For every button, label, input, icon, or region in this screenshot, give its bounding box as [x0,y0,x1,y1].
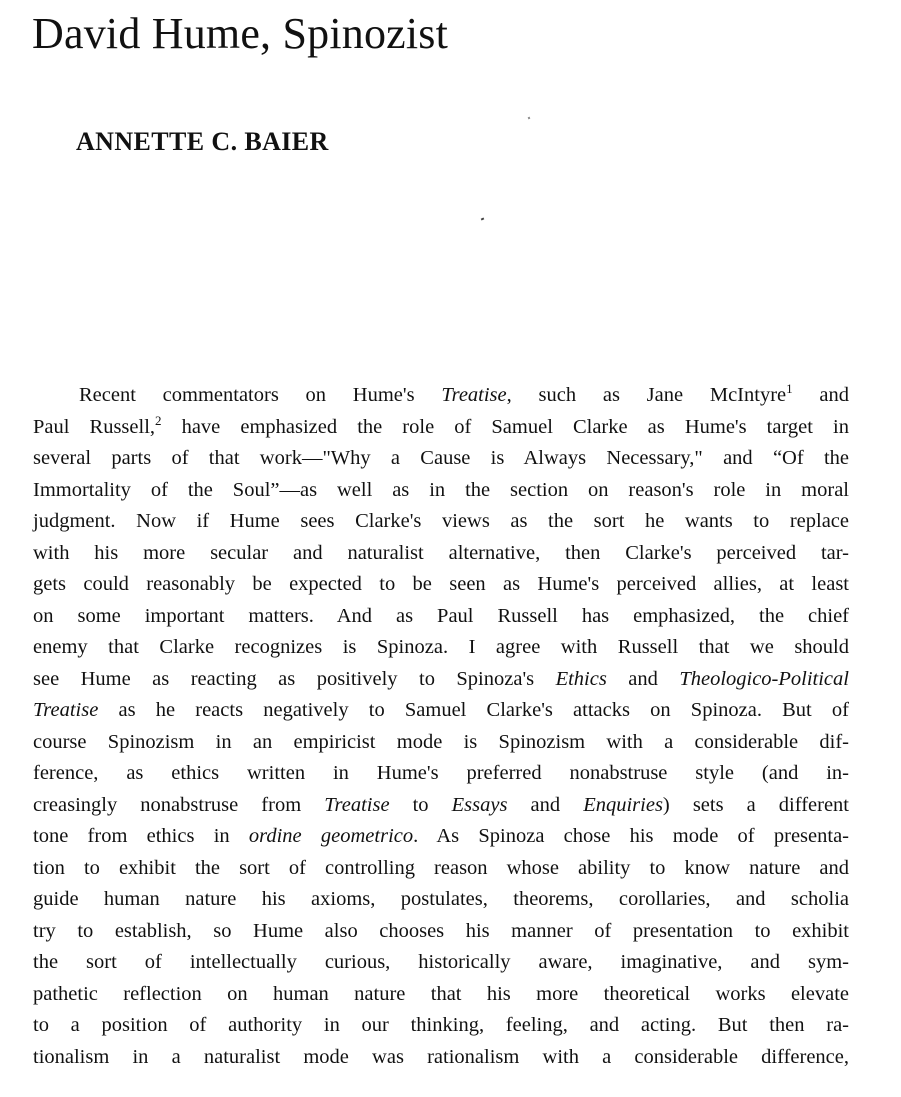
italic-text: Ethics [555,667,607,690]
text-line [33,884,849,916]
text-run: tionalism in a naturalist mode was rationalism with a considerable difference, [33,1045,849,1068]
text-run: . As Spinoza chose his mode of presenta- [413,825,850,847]
text-run: tone from ethics in [33,825,249,847]
text-run: Recent commentators on Hume's [79,384,442,406]
text-line [33,1042,849,1074]
text-line [33,758,849,790]
text-run: pathetic reflection on human nature that his more theoretical works elevate [33,982,849,1005]
text-line [33,853,849,885]
text-run: to a position of authority in our thinking, feeling, and acting. But then ra- [33,1014,849,1036]
text-line [33,632,849,664]
text-run: , such as Jane McIntyre [506,384,787,406]
text-line [33,821,849,853]
text-line [33,727,849,759]
text-line [33,695,849,727]
text-run: enemy that Clarke recognizes is Spinoza. I agree with Russell that we should [33,636,849,658]
text-line [33,916,849,948]
text-line [33,380,849,412]
italic-text: Theologico-Political [679,667,849,690]
text-line [33,506,849,538]
text-line [33,947,849,979]
text-run: to [389,793,452,816]
text-run: see Hume as reacting as positively to Spinoza's [33,667,556,690]
text-run: several parts of that work—"Why a Cause is Always Necessary," and “Of the [33,447,849,469]
text-line [33,538,849,570]
text-run: Paul Russell, [33,415,156,438]
text-line [33,664,849,696]
text-run: creasingly nonabstruse from [33,793,325,816]
text-run: course Spinozism in an empiricist mode is Spinozism with a considerable dif- [33,730,849,753]
text-line [33,790,849,822]
text-line [33,979,849,1011]
text-run: gets could reasonably be expected to be seen as Hume's perceived allies, at least [33,573,849,595]
text-line [33,412,849,444]
italic-text: Enquiries [583,793,663,816]
text-run: Immortality of the Soul”—as well as in the section on reason's role in moral [33,478,849,501]
text-run: try to establish, so Hume also chooses his manner of presentation to exhibit [33,919,849,942]
italic-text: ordine geometrico [248,825,414,847]
italic-text: Treatise [33,699,99,721]
text-line [33,475,849,507]
text-run: ) sets a different [662,793,850,816]
author-name: ANNETTE C. BAIER [76,127,329,156]
text-run: and [507,793,584,816]
text-line [33,1010,849,1042]
page-title: David Hume, Spinozist [32,9,449,58]
italic-text: Treatise [324,793,390,816]
text-run: as he reacts negatively to Samuel Clarke's attacks on Spinoza. But of [98,699,849,721]
text-line [33,601,849,633]
italic-text: Essays [451,793,508,816]
body-paragraph [33,380,849,1073]
text-run: the sort of intellectually curious, historically aware, imaginative, and sym- [33,951,849,973]
text-run: ference, as ethics written in Hume's preferred nonabstruse style (and in- [33,762,849,784]
text-run: tion to exhibit the sort of controlling reason whose ability to know nature and [33,856,849,879]
text-line [33,443,849,475]
italic-text: Treatise [441,384,507,406]
text-run: guide human nature his axioms, postulates, theorems, corollaries, and scholia [33,888,849,910]
text-line [33,569,849,601]
footnote-marker: 2 [155,412,162,428]
footnote-marker: 1 [786,381,793,396]
text-run: and [606,667,680,690]
text-run: have emphasized the role of Samuel Clarke as Hume's target in [161,415,849,438]
text-run: and [792,384,849,406]
text-run: on some important matters. And as Paul Russell has emphasized, the chief [33,604,849,627]
text-run: judgment. Now if Hume sees Clarke's views as the sort he wants to replace [33,510,849,532]
scan-speck [528,117,531,120]
scan-speck [481,217,485,220]
text-run: with his more secular and naturalist alternative, then Clarke's perceived tar- [33,541,849,564]
